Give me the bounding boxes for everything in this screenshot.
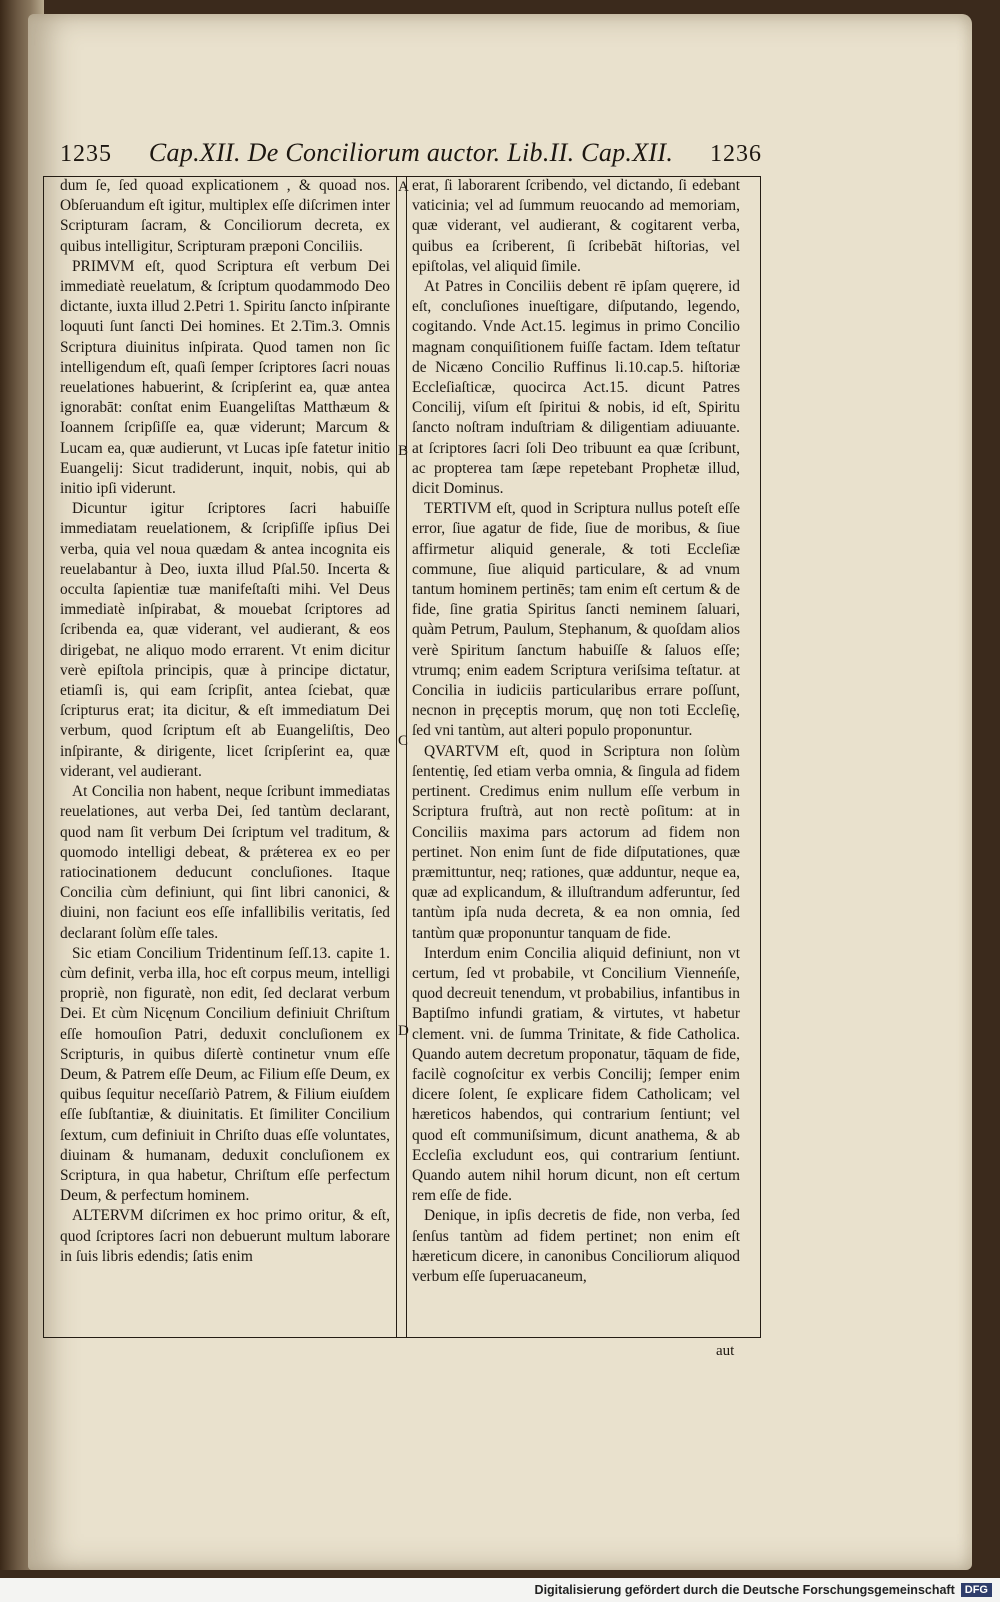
paragraph: Denique, in ipſis decretis de fide, non verba, ſed ſenſus tantùm ad fidem pertinet; non enim eſt hæreticum dicere, in canonibus Conciliorum aliquod verbum eſſe ſuperuacaneum, [412,1207,740,1285]
page-number-right: 1236 [710,141,762,167]
paragraph: dum ſe, ſed quoad explicationem , & quoad nos. Obſeruandum eſt igitur, multiplex eſſe diſcrimen inter Scripturam ſacram, & Conciliorum decreta, ex quibus intelligitur, Scripturam præponi Conciliis. [60,177,390,255]
right-column [412,176,740,1336]
paragraph: erat, ſi laborarent ſcribendo, vel dictando, ſi edebant vaticinia; vel ad ſummum reuocando ad memoriam, quæ viderant, vel audierant, & cogitarent verba, quibus ea ſcriberent, ſi ſcribebāt hiſtorias, vel epiſtolas, vel aliquid ſimile. [412,177,740,275]
dfg-logo: DFG [961,1583,992,1597]
paragraph: Dicuntur igitur ſcriptores ſacri habuiſſe immediatam reuelationem, & ſcripſiſſe ipſius Dei verba, quia vel noua quædam & antea incognita eis reuelabantur à Deo, iuxta illud Pſal.50. Incerta & occulta ſapientiæ tuæ manifeſtaſti mihi. Vel Deus immediatè inſpirabat, & mouebat ſcriptores ad ſcribenda ea, quæ viderant, vel audierant, & eos dirigebat, ne aliquo modo errarent. Vt enim dicitur verè epiſtola principis, quæ à principe dictatur, etiamſi is, qui eam ſcripſit, antea ſciebat, quæ ſcripturus erat; ita dicitur, & eſt immediatum Dei verbum, quod ſcriptum eſt ab Euangeliſtis, Deo inſpirante, & dirigente, licet ſcripſerint ea, quæ viderant, vel audierant. [60,500,390,780]
column-gutter [396,176,407,1338]
paragraph: At Patres in Conciliis debent rē ipſam quęrere, id eſt, concluſiones inueſtigare, diſputando, legendo, cogitando. Vnde Act.15. legimus in primo Concilio magnam conquiſitionem fuiſſe factam. Idem teſtatur de Nicæno Concilio Ruffinus li.10.cap.5. hiſtoriæ Eccleſiaſticæ, quocirca Act.15. dicunt Patres Concilij, viſum eſt ſpiritui & nobis, id eſt, Spiritu ſancto noſtram induſtriam & diligentiam adiuuante. at ſcriptores ſacri ſoli Deo tribuunt ea quæ ſcribunt, ac propterea tam ſæpe repetebant Prophetæ illud, dicit Dominus. [412,278,740,498]
section-marker-d: D [398,1023,409,1039]
paragraph: ALTERVM diſcrimen ex hoc primo oritur, & eſt, quod ſcriptores ſacri non debuerunt multum laborare in ſuis libris edendis; ſatis enim [60,1207,390,1265]
paragraph: At Concilia non habent, neque ſcribunt immediatas reuelationes, aut verba Dei, ſed tantùm declarant, quod nam ſit verbum Dei ſcriptum vel traditum, & quomodo intelligi debeat, & prǽterea ex eo per ratiocinationem deducunt concluſiones. Itaque Concilia cùm definiunt, qui ſint libri canonici, & diuini, non faciunt eos eſſe infallibilis veritatis, ſed declarant ſolùm eſſe tales. [60,783,390,942]
section-marker-b: B [398,443,409,459]
paragraph: TERTIVM eſt, quod in Scriptura nullus poteſt eſſe error, ſiue agatur de fide, ſiue de moribus, & ſiue affirmetur aliquid generale, & toti Eccleſiæ commune, ſiue aliquid particulare, & ad vnum tantum hominem pertinēs; tam enim eſt certum & de fide, ſine gratia Spiritus ſancti neminem ſaluari, quàm Petrum, Paulum, Stephanum, & quoſdam alios verè Spiritum ſanctum habuiſſe & ſaluos eſſe; vtrumq; enim eadem Scriptura veriſsima teſtatur. at Concilia in iudiciis particularibus errare poſſunt, necnon in pręceptis morum, quę non toti Eccleſię, ſed vni tantùm, aut alteri populo proponuntur. [412,500,740,740]
left-column [60,176,390,1336]
footer-bar [0,1578,1000,1602]
running-head [60,138,762,176]
catchword: aut [716,1343,735,1359]
paragraph: PRIMVM eſt, quod Scriptura eſt verbum Dei immediatè reuelatum, & ſcriptum quodammodo Deo dictante, iuxta illud 2.Petri 1. Spiritu ſancto inſpirante loquuti ſunt ſancti Dei homines. Et 2.Tim.3. Omnis Scriptura diuinitus inſpirata. Quod tamen non ſic intelligendum eſt, quaſi ſemper ſcriptores ſacri nouas reuelationes habuerint, & ſcripſerint ea, quæ antea ignorabāt: conſtat enim Euangeliſtas Matthæum & Ioannem ſcripſiſſe ea, quæ viderunt; Marcum & Lucam ea, quæ audierunt, vt Lucas ipſe fatetur initio Euangelij: Sicut tradiderunt, inquit, nobis, qui ab initio ipſi viderunt. [60,257,390,498]
funding-credit: Digitalisierung gefördert durch die Deutsche Forschungsgemeinschaft [534,1583,955,1597]
page-number-left: 1235 [60,141,112,167]
paragraph: QVARTVM eſt, quod in Scriptura non ſolùm ſententię, ſed etiam verba omnia, & ſingula ad fidem pertinent. Credimus enim nullum eſſe verbum in Scriptura fruſtrà, aut non rectè poſitum: at in Conciliis maxima pars actorum ad fidem non pertinet. Non enim ſunt de fide diſputationes, quæ præmittuntur, neq; rationes, quæ adduntur, neque ea, quæ ad explicandum, & illuſtrandum adferuntur, ſed tantùm ipſa nuda decreta, & ea non omnia, ſed tantùm quæ proponuntur tanquam de fide. [412,742,740,942]
running-title: Cap.XII. De Conciliorum auctor. Lib.II. Cap.XII. [148,138,674,167]
section-marker-c: C [398,733,409,749]
paragraph: Sic etiam Concilium Tridentinum ſeſſ.13. capite 1. cùm definit, verba illa, hoc eſt corpus meum, intelligi propriè, non figuratè, non edit, ſed declarat verbum Dei. Et cùm Nicęnum Concilium definiuit Chriſtum eſſe homouſion Patri, deduxit concluſionem ex Scripturis, in quibus diſertè continetur vnum eſſe Deum, & Patrem eſſe Deum, ac Filium eſſe Deum, ex quibus ſequitur neceſſariò Patrem, & Filium eiuſdem eſſe ſubſtantiæ, & diuinitatis. Et ſimiliter Concilium ſextum, cum definiuit in Chriſto duas eſſe voluntates, diuinam & humanam, deduxit concluſionem ex Scriptura, in qua habetur, Chriſtum eſſe perfectum Deum, & perfectum hominem. [60,944,390,1205]
paragraph: Interdum enim Concilia aliquid definiunt, non vt certum, ſed vt probabile, vt Concilium Vienneńſe, quod decreuit tenendum, vt probabilius, infantibus in Baptiſmo infundi gratiam, & virtutes, vt habetur clement. vni. de ſumma Trinitate, & fide Catholica. Quando autem decretum proponatur, tāquam de fide, facilè cognoſcitur ex verbis Concilij; ſemper enim dicere ſolent, ſe explicare fidem Catholicam; vel hæreticos habendos, qui contrarium ſentiunt; vel quod eſt communiſsimum, dicunt anathema, & ab Eccleſia excludunt eos, qui contrarium ſentiunt. Quando autem nihil horum dicunt, non eſt certum rem eſſe de fide. [412,944,740,1205]
section-marker-a: A [398,179,409,195]
